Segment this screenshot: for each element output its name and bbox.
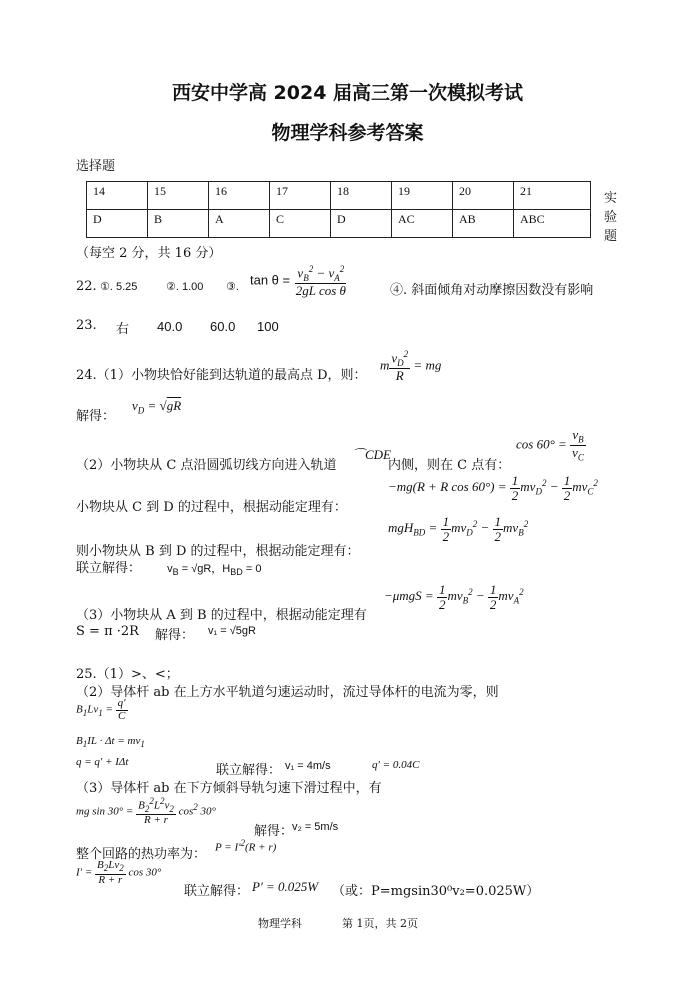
table-cell: D [331, 210, 392, 238]
table-cell: 17 [270, 182, 331, 210]
q24-part7b: 解得： [155, 628, 195, 643]
table-row-numbers [87, 182, 591, 210]
q25-result-alt: （或：P=mgsin30⁰v₂=0.025W） [332, 884, 540, 899]
table-cell: D [87, 210, 148, 238]
hbd-value: = 0 [242, 563, 262, 575]
q25-formula-4: mg sin 30° = $\frac{B_2^2L^2v_2}{R + r}$ $\cos^2 30^\circ$ [76, 796, 216, 827]
table-cell: AC [392, 210, 453, 238]
q23-answer-1: 右 [116, 322, 130, 337]
q24-formula-2: $v_D = √gR$ [132, 398, 182, 416]
section-label: 选择题 [76, 159, 116, 174]
side-label-3: 题 [604, 229, 618, 244]
q25-part1: 25.（1）>、<； [76, 667, 179, 682]
q25-part3: （3）导体杆 ab 在下方倾斜导轨匀速下滑过程中，有 [76, 781, 382, 796]
vb-value: = √gR，H [178, 563, 231, 575]
q25-formula-6: I′ = $\frac{B_2Lv_2}{R + r}$ cos 30° [76, 859, 162, 886]
q25-formula-2: $B_1IL \cdot \Delta t = mv_1$ [76, 735, 145, 750]
q24-part6: （3）小物块从 A 到 B 的过程中，根据动能定理有 [76, 608, 367, 623]
q22-answer-4: ④. 斜面倾角对动摩擦因数没有影响 [390, 283, 594, 298]
q22-answer-2: ②. 1.00 [166, 281, 204, 293]
q22-answer-3: ③. [226, 281, 239, 293]
q24-part7c: v₁ = √5gR [208, 625, 256, 637]
q22-answer-1: ①. 5.25 [100, 281, 138, 293]
q24-solve-label-2: 联立解得： [76, 561, 142, 576]
q24-part1: 24.（1）小物块恰好能到达轨道的最高点 D，则： [76, 368, 367, 383]
q24-formula-3: cos 60° = $\frac{v_B}{v_C}$ [516, 427, 584, 463]
q22-label: 22. [76, 279, 97, 294]
table-cell: 18 [331, 182, 392, 210]
table-cell: B [148, 210, 209, 238]
table-cell: C [270, 210, 331, 238]
q25-result-v1: v₁ = 4m/s [285, 760, 331, 772]
q24-part3: 小物块从 C 到 D 的过程中，根据动能定理有： [76, 500, 347, 515]
side-label-2: 验 [604, 210, 618, 225]
q24-arc-cde: ⌒CDE [352, 447, 392, 462]
table-cell: 15 [148, 182, 209, 210]
q25-part2: （2）导体杆 ab 在上方水平轨道匀速运动时，流过导体杆的电流为零，则 [76, 685, 499, 700]
sub-bd: BD [230, 567, 243, 578]
table-row-answers [87, 210, 591, 238]
q24-solve-label: 解得： [76, 409, 116, 424]
q23-answer-3: 60.0 [210, 319, 236, 334]
side-label-1: 实 [604, 191, 618, 206]
q25-result-v2: v₂ = 5m/s [292, 821, 339, 833]
q22-formula: tan θ = $\frac{v_B^2 - v_A^2}{\text{2gL cos θ}}$ [250, 264, 346, 299]
q25-result-q: q′ = 0.04C [372, 759, 420, 771]
q24-part4: 则小物块从 B 到 D 的过程中，根据动能定理有： [76, 544, 360, 559]
q24-part5 [76, 557, 261, 577]
answer-title: 物理学科参考答案 [271, 122, 424, 144]
table-cell: ABC [514, 210, 591, 238]
table-cell: 20 [453, 182, 514, 210]
q25-result-p: P′ = 0.025W [252, 879, 319, 894]
q25-formula-1: $B_1Lv_1$ = $\frac{q'}{C}$ [76, 697, 126, 722]
var-v: v [167, 563, 173, 575]
table-cell: A [209, 210, 270, 238]
footer-page: 第 1页，共 2页 [342, 917, 418, 930]
q24-formula-5: mgH$_{BD}$ = $\frac{1}{2}$ $mv_D^2$ − $\frac{1}{2}$ $mv_B^2$ [388, 514, 529, 544]
q23-answer-4: 100 [257, 319, 279, 334]
sub-b: B [172, 567, 179, 578]
q23-label: 23. [76, 318, 97, 333]
q24-part7a: S = π ·2R [76, 624, 139, 639]
q23-answer-2: 40.0 [157, 319, 183, 334]
table-cell: 21 [514, 182, 591, 210]
q24-formula-4: −mg(R + R cos 60°) = $\frac{1}{2}$ $mv_D^2$ − $\frac{1}{2}$ $mv_C^2$ [388, 473, 598, 503]
table-cell: 19 [392, 182, 453, 210]
q25-solve-label-3: 联立解得： [184, 884, 250, 899]
q25-formula-5: $P = I'^2(R + r)$ [215, 838, 277, 854]
score-note: （每空 2 分，共 16 分） [76, 246, 222, 261]
table-cell: 14 [87, 182, 148, 210]
answer-table [86, 181, 591, 238]
q24-part2a: （2）小物块从 C 点沿圆弧切线方向进入轨道 [76, 458, 337, 473]
q25-solve-label-1: 联立解得： [216, 763, 282, 778]
q25-solve-label-2: 解得： [254, 824, 294, 839]
q24-part2b: 内侧，则在 C 点有： [388, 458, 511, 473]
q24-formula-1: m $\frac{v_D^2}{R}$ = mg [380, 349, 442, 384]
footer-subject: 物理学科 [258, 917, 302, 930]
q24-formula-6: −μmgS = $\frac{1}{2}$ $mv_B^2$ − $\frac{1}{2}$ $mv_A^2$ [384, 582, 524, 612]
table-cell: 16 [209, 182, 270, 210]
exam-title: 西安中学高 2024 届高三第一次模拟考试 [171, 82, 524, 104]
q24-result-vb [167, 563, 262, 578]
q25-formula-3: q = q′ + IΔt [76, 756, 129, 768]
table-cell: AB [453, 210, 514, 238]
q25-part4: 整个回路的热功率为： [76, 847, 207, 862]
